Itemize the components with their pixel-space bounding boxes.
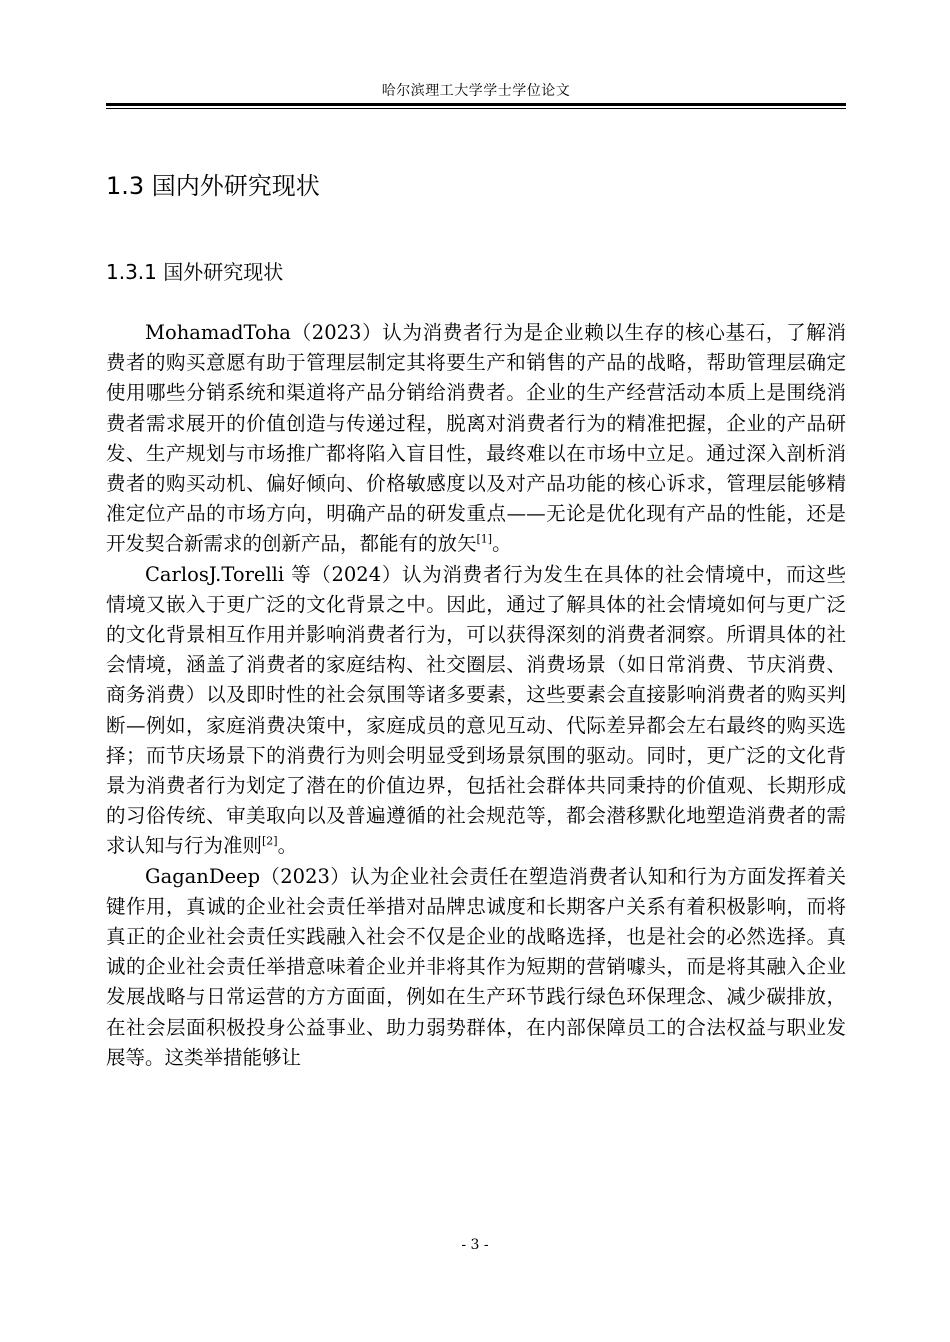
- paragraph-text: MohamadToha（2023）认为消费者行为是企业赖以生存的核心基石，了解消费者的购买意愿有助于管理层制定其将要生产和销售的产品的战略，帮助管理层确定使用哪些分销系统和渠道将产品分销给消费者。企业的生产经营活动本质上是围绕消费者需求展开的价值创造与传递过程，脱离对消费者行为的精准把握，企业的产品研发、生产规划与市场推广都将陷入盲目性，最终难以在市场中立足。通过深入剖析消费者的购买动机、偏好倾向、价格敏感度以及对产品功能的核心诉求，管理层能够精准定位产品的市场方向，明确产品的研发重点——无论是优化现有产品的性能，还是开发契合新需求的创新产品，都能有的放矢: [106, 321, 846, 556]
- paragraph-text: GaganDeep（2023）认为企业社会责任在塑造消费者认知和行为方面发挥着关键作用，真诚的企业社会责任举措对品牌忠诚度和长期客户关系有着积极影响，而将真正的企业社会责任实践融入社会不仅是企业的战略选择，也是社会的必然选择。真诚的企业社会责任举措意味着企业并非将其作为短期的营销噱头，而是将其融入企业发展战略与日常运营的方方面面，例如在生产环节践行绿色环保理念、减少碳排放，在社会层面积极投身公益事业、助力弱势群体，在内部保障员工的合法权益与职业发展等。这类举措能够让: [106, 864, 846, 1069]
- citation-ref: [2]: [262, 834, 278, 848]
- header-rule-thick: [106, 103, 846, 106]
- header-rule-thin: [106, 108, 846, 109]
- paragraph: [106, 560, 846, 862]
- section-heading: 1.3 国内外研究现状: [106, 172, 320, 200]
- paragraph: [106, 318, 846, 560]
- subsection-heading: 1.3.1 国外研究现状: [106, 260, 284, 284]
- paragraph-end: 。: [492, 532, 512, 556]
- paragraph-text: CarlosJ.Torelli 等（2024）认为消费者行为发生在具体的社会情境中，而这些情境又嵌入于更广泛的文化背景之中。因此，通过了解具体的社会情境如何与更广泛的文化背景相互作用并影响消费者行为，可以获得深刻的消费者洞察。所谓具体的社会情境，涵盖了消费者的家庭结构、社交圈层、消费场景（如日常消费、节庆消费、商务消费）以及即时性的社会氛围等诸多要素，这些要素会直接影响消费者的购买判断—例如，家庭消费决策中，家庭成员的意见互动、代际差异都会左右最终的购买选择；而节庆场景下的消费行为则会明显受到场景氛围的驱动。同时，更广泛的文化背景为消费者行为划定了潜在的价值边界，包括社会群体共同秉持的价值观、长期形成的习俗传统、审美取向以及普遍遵循的社会规范等，都会潜移默化地塑造消费者的需求认知与行为准则: [106, 562, 846, 858]
- body-text: [106, 318, 846, 1073]
- paragraph: [106, 862, 846, 1073]
- citation-ref: [1]: [476, 532, 493, 546]
- paragraph-end: 。: [277, 834, 298, 858]
- running-header: 哈尔滨理工大学学士学位论文: [381, 83, 571, 99]
- page-number: - 3 -: [461, 1237, 489, 1253]
